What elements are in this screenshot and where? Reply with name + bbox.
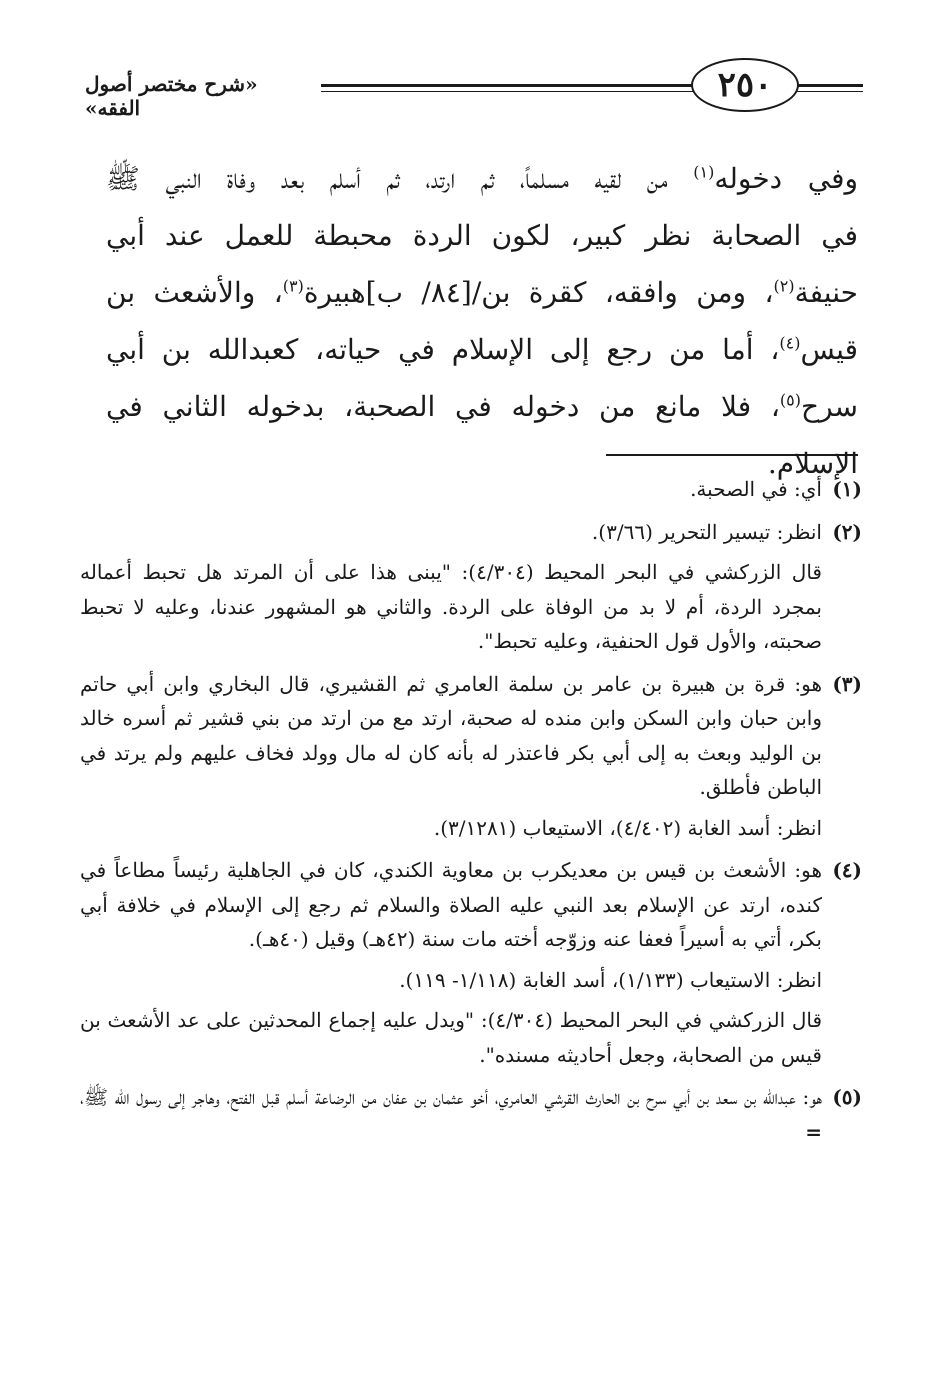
footnote-ref: (٢) bbox=[773, 276, 795, 296]
text-line bbox=[106, 150, 858, 207]
page-header bbox=[85, 58, 863, 128]
header-rule-left bbox=[321, 84, 693, 98]
footnote-text: أي: في الصحبة. bbox=[690, 477, 822, 501]
footnote-paragraph bbox=[80, 515, 822, 550]
footnote bbox=[80, 853, 862, 1072]
text-segment: من لقيه مسلماً، ثم ارتد، ثم أسلم بعد وفاة النبي ﷺ bbox=[106, 162, 694, 195]
footnote-ref: (٣) bbox=[282, 276, 304, 296]
text-segment: حنيفة bbox=[794, 276, 858, 309]
footnote-number: (٢) bbox=[832, 519, 862, 544]
footnote bbox=[80, 667, 862, 846]
footnote-paragraph bbox=[80, 667, 822, 805]
footnotes bbox=[80, 472, 862, 1157]
footnote-paragraph bbox=[80, 963, 822, 998]
page-number: ٢٥٠ bbox=[717, 65, 773, 105]
text-segment: ، أما من رجع إلى الإسلام في حياته، كعبدالله بن أبي bbox=[106, 333, 780, 366]
text-line bbox=[106, 264, 858, 321]
footnote-paragraph bbox=[80, 853, 822, 957]
footnote-text: انظر: الاستيعاب (١/١٣٣)، أسد الغابة (١/١١٨- ١١٩). bbox=[399, 967, 822, 992]
footnote-number: (٣) bbox=[832, 671, 862, 696]
text-segment: ، ومن وافقه، كقرة بن/[٨٤/ ب]هبيرة bbox=[303, 276, 774, 309]
footnote-ref: (٤) bbox=[779, 333, 801, 353]
footnote-paragraph bbox=[80, 555, 822, 659]
footnote-text: هو: الأشعث بن قيس بن معديكرب بن معاوية الكندي، كان في الجاهلية رئيساً مطاعاً في كنده، ارتد عن الإسلام بعد النبي عليه الصلاة والسلام ثم رجع إلى الإسلام في خلافة أبي بكر، أتي به أسيراً فعفا عنه وزوّجه أخته مات سنة (٤٢هـ) وقيل (٤٠هـ). bbox=[80, 858, 822, 951]
text-line bbox=[106, 207, 858, 264]
footnote-text: قال الزركشي في البحر المحيط (٤/٣٠٤): "ويدل عليه إجماع المحدثين على عد الأشعث بن قيس من الصحابة، وجعل أحاديثه مسنده". bbox=[80, 1008, 823, 1067]
text-segment: ، فلا مانع من دخوله في الصحبة، بدخوله الثاني في الإسلام. bbox=[106, 390, 858, 480]
footnote-number: (٤) bbox=[832, 858, 862, 882]
footnote-paragraph bbox=[80, 1003, 822, 1072]
footnote bbox=[80, 515, 862, 659]
footnote-ref: (١) bbox=[693, 162, 715, 182]
footnote-text: هو: عبدالله بن سعد بن أبي سرح بن الحارث القرشي العامري، أخو عثمان بن عفان من الرضاعة أسلم قبل الفتح، وهاجر إلى رسول الله ﷺ، bbox=[80, 1085, 822, 1109]
footnote-ref: (٥) bbox=[779, 390, 802, 410]
running-title: «شرح مختصر أصول الفقه» bbox=[85, 72, 258, 120]
text-segment: قيس bbox=[800, 333, 858, 366]
main-text bbox=[106, 150, 858, 492]
footnote bbox=[80, 472, 862, 507]
footnote-number: (١) bbox=[832, 477, 862, 501]
footnote-text: قال الزركشي في البحر المحيط (٤/٣٠٤): "يبنى هذا على أن المرتد هل تحبط أعماله بمجرد الردة، أم لا بد من الوفاة على الردة. والثاني هو المشهور عندنا، وعليه لا تحبط صحبته، والأول قول الحنفية، وعليه تحبط". bbox=[80, 560, 822, 653]
footnote-text: هو: قرة بن هبيرة بن عامر بن سلمة العامري ثم القشيري، قال البخاري وابن أبي حاتم وابن حبان وابن السكن وابن منده له صحبة، ارتد مع من ارتد من بني قشير ثم أسره خالد بن الوليد وبعث به إلى أبي بكر فاعتذر له بأنه كان له مال وولد فخاف عليهم ولم يرتد في الباطن فأطلق. bbox=[80, 671, 822, 799]
footnote-paragraph bbox=[80, 1080, 822, 1149]
text-segment: ، والأشعث بن bbox=[106, 276, 283, 309]
text-segment: في الصحابة نظر كبير، لكون الردة محبطة للعمل عند أبي bbox=[106, 219, 858, 252]
footnote bbox=[80, 1080, 862, 1149]
footnote-text: انظر: أسد الغابة (٤/٤٠٢)، الاستيعاب (٣/١٢٨١). bbox=[433, 815, 822, 840]
footnote-paragraph bbox=[80, 811, 822, 846]
continuation-mark: = bbox=[805, 1119, 822, 1144]
text-segment: وفي دخوله bbox=[714, 162, 858, 195]
text-segment: سرح bbox=[801, 390, 858, 423]
text-line bbox=[106, 321, 858, 378]
page-number-badge bbox=[691, 58, 799, 112]
footnote-number: (٥) bbox=[832, 1085, 862, 1109]
footnote-text: انظر: تيسير التحرير (٣/٦٦). bbox=[591, 519, 822, 544]
footnote-separator bbox=[606, 454, 858, 456]
header-rule-right bbox=[797, 84, 863, 98]
footnote-paragraph bbox=[80, 472, 822, 507]
